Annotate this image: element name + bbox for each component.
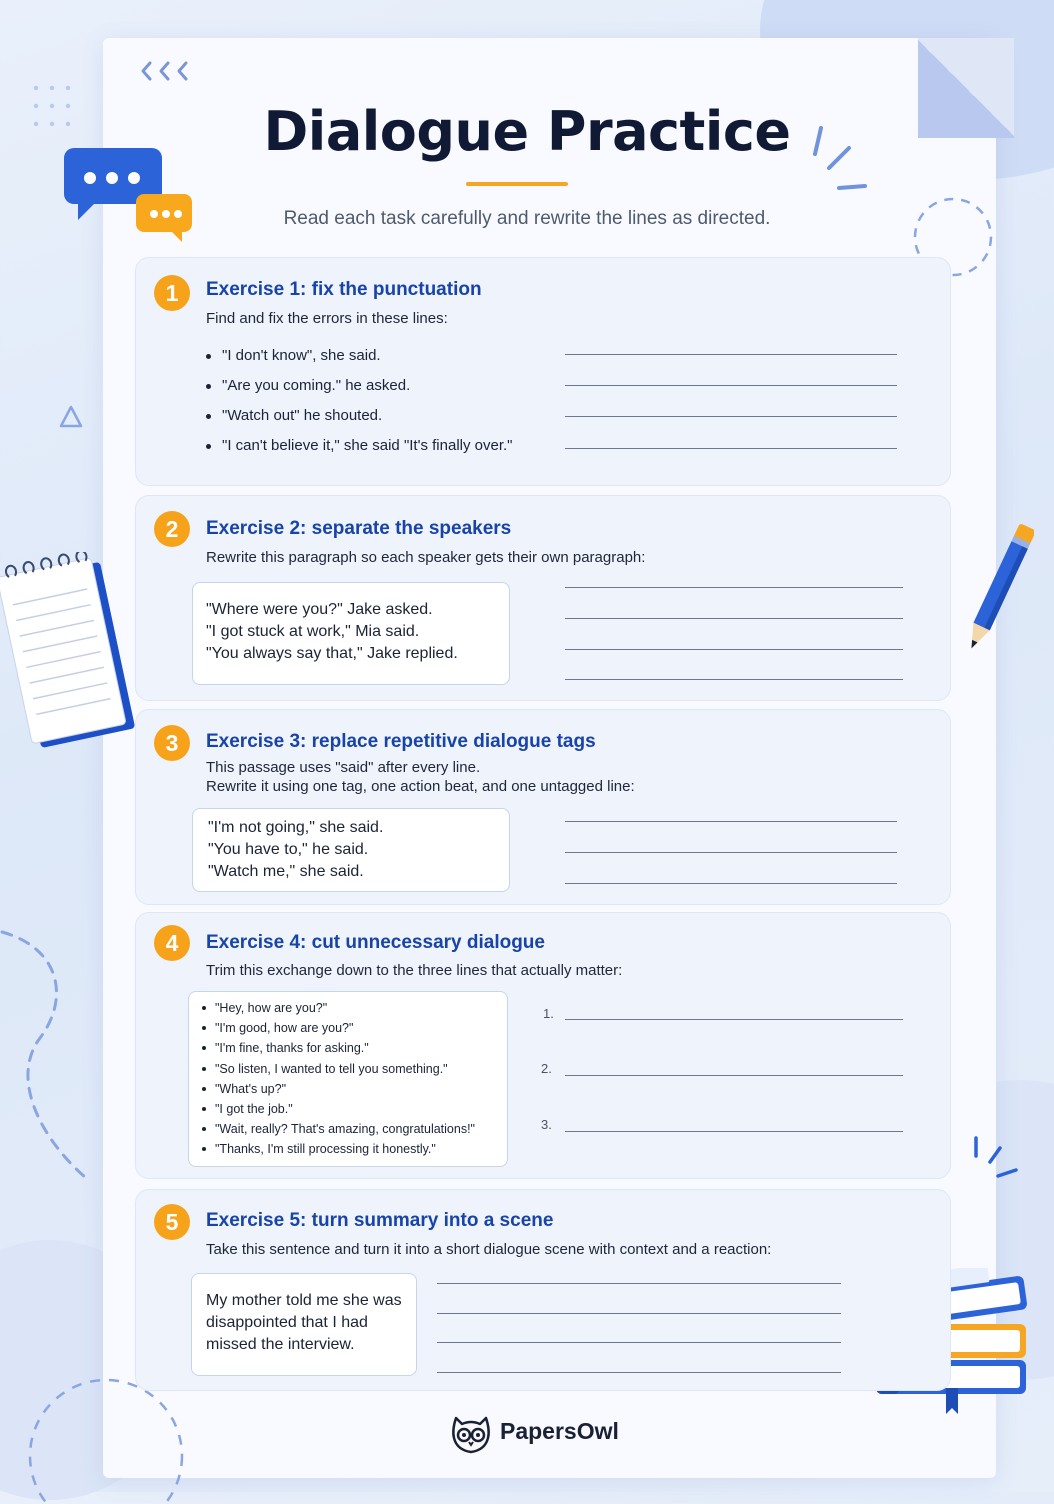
answer-line[interactable] xyxy=(437,1283,841,1284)
summary-line: My mother told me she was xyxy=(206,1292,402,1309)
answer-line[interactable] xyxy=(565,385,897,386)
list-item: "Watch out" he shouted. xyxy=(204,401,513,431)
exercise-description: Take this sentence and turn it into a short dialogue scene with context and a reaction: xyxy=(206,1241,772,1258)
dialogue-list-box xyxy=(188,991,508,1167)
page-title: Dialogue Practice xyxy=(263,100,791,163)
dialogue-line: "I got stuck at work," Mia said. xyxy=(206,623,420,640)
list-item: "Hey, how are you?" xyxy=(201,998,507,1018)
dialogue-line: "You always say that," Jake replied. xyxy=(206,645,458,662)
triangle-icon xyxy=(58,404,84,430)
dialogue-box xyxy=(192,808,510,892)
exercise-title: Exercise 3: replace repetitive dialogue tags xyxy=(206,731,596,752)
list-item: "I can't believe it," she said "It's finally over." xyxy=(204,431,513,461)
list-item: "I got the job." xyxy=(201,1099,507,1119)
exercise-card-4 xyxy=(135,912,951,1179)
owl-logo-icon xyxy=(450,1410,492,1454)
summary-line: disappointed that I had xyxy=(206,1314,368,1331)
summary-line: missed the interview. xyxy=(206,1336,355,1353)
answer-line[interactable] xyxy=(437,1342,841,1343)
exercise-number-badge: 4 xyxy=(154,925,190,961)
exercise-card-3 xyxy=(135,709,951,905)
summary-box xyxy=(191,1273,417,1376)
exercise-description: Rewrite this paragraph so each speaker gets their own paragraph: xyxy=(206,549,646,566)
list-item: "I don't know", she said. xyxy=(204,341,513,371)
answer-line[interactable] xyxy=(565,883,897,884)
exercise-card-5 xyxy=(135,1189,951,1391)
answer-line[interactable] xyxy=(565,448,897,449)
page-subtitle: Read each task carefully and rewrite the lines as directed. xyxy=(283,208,771,229)
list-item: "Thanks, I'm still processing it honestly." xyxy=(201,1139,507,1159)
exercise-number-badge: 2 xyxy=(154,511,190,547)
answer-line[interactable] xyxy=(565,416,897,417)
pencil-icon xyxy=(962,514,1034,664)
dialogue-list xyxy=(201,998,507,1160)
dialogue-line: "Watch me," she said. xyxy=(208,863,364,880)
answer-number: 3. xyxy=(541,1117,552,1132)
dialogue-line: "You have to," he said. xyxy=(208,841,369,858)
answer-line[interactable] xyxy=(437,1372,841,1373)
brand-name: PapersOwl xyxy=(500,1418,619,1444)
answer-line[interactable] xyxy=(565,618,903,619)
answer-number: 1. xyxy=(543,1006,554,1021)
answer-line[interactable] xyxy=(565,852,897,853)
title-underline xyxy=(466,182,568,186)
exercise-title: Exercise 1: fix the punctuation xyxy=(206,279,482,300)
answer-line[interactable] xyxy=(565,821,897,822)
answer-line[interactable] xyxy=(565,649,903,650)
exercise-title: Exercise 4: cut unnecessary dialogue xyxy=(206,932,545,953)
exercise-number-badge: 5 xyxy=(154,1204,190,1240)
list-item: "What's up?" xyxy=(201,1079,507,1099)
sparkle-lines-icon xyxy=(968,1134,1024,1182)
dialogue-line: "I'm not going," she said. xyxy=(208,819,384,836)
exercise-number-badge: 3 xyxy=(154,725,190,761)
footer-logo[interactable] xyxy=(450,1410,650,1454)
list-item: "So listen, I wanted to tell you something." xyxy=(201,1059,507,1079)
exercise-description: This passage uses "said" after every line. xyxy=(206,759,481,776)
exercise-title: Exercise 2: separate the speakers xyxy=(206,518,512,539)
list-item: "Are you coming." he asked. xyxy=(204,371,513,401)
dashed-circle-icon xyxy=(24,1374,188,1504)
answer-line[interactable] xyxy=(565,1019,903,1020)
exercise-card-1 xyxy=(135,257,951,486)
answer-line[interactable] xyxy=(565,354,897,355)
answer-line[interactable] xyxy=(565,679,903,680)
list-item: "I'm fine, thanks for asking." xyxy=(201,1038,507,1058)
exercise-description: Rewrite it using one tag, one action beat, and one untagged line: xyxy=(206,778,635,795)
answer-line[interactable] xyxy=(565,587,903,588)
answer-line[interactable] xyxy=(565,1131,903,1132)
answer-line[interactable] xyxy=(437,1313,841,1314)
exercise-number-badge: 1 xyxy=(154,275,190,311)
exercise-description: Trim this exchange down to the three lines that actually matter: xyxy=(206,962,623,979)
exercise-items xyxy=(204,341,513,461)
list-item: "Wait, really? That's amazing, congratulations!" xyxy=(201,1119,507,1139)
dialogue-box xyxy=(192,582,510,685)
dashed-curve-icon xyxy=(0,928,100,1188)
answer-number: 2. xyxy=(541,1061,552,1076)
back-chevrons-icon xyxy=(140,60,200,82)
answer-line[interactable] xyxy=(565,1075,903,1076)
notepad-icon xyxy=(0,552,140,752)
list-item: "I'm good, how are you?" xyxy=(201,1018,507,1038)
dialogue-line: "Where were you?" Jake asked. xyxy=(206,601,433,618)
exercise-description: Find and fix the errors in these lines: xyxy=(206,310,448,327)
exercise-title: Exercise 5: turn summary into a scene xyxy=(206,1210,554,1231)
exercise-card-2 xyxy=(135,495,951,701)
